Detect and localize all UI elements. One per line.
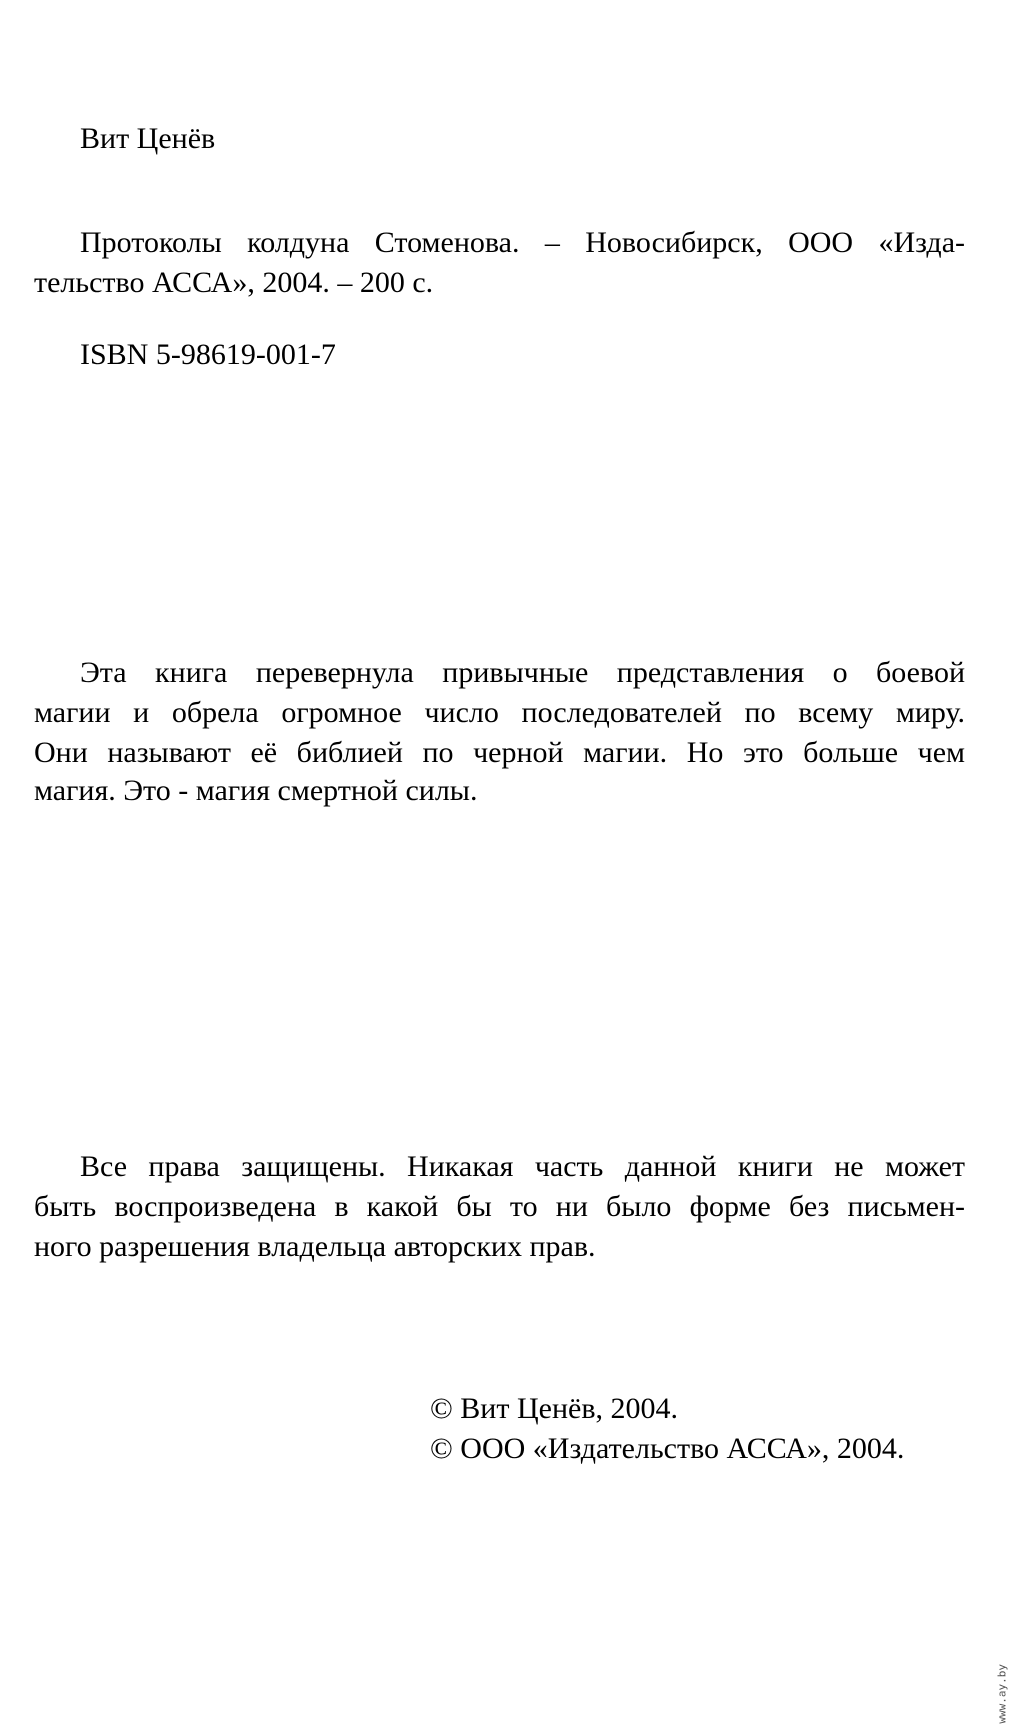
rights-line-3: ного разрешения владельца авторских прав. (34, 1230, 596, 1263)
annotation-line-4: магия. Это - магия смертной силы. (34, 774, 478, 807)
site-watermark: www.ay.by (996, 1664, 1009, 1724)
annotation-line-1: Эта книга перевернула привычные представления о боевой (80, 656, 965, 689)
annotation-line-3: Они называют её библией по черной магии. Но это больше чем (34, 736, 965, 769)
bibliographic-line-2: тельство АССА», 2004. – 200 с. (34, 266, 434, 299)
author-name: Вит Ценёв (80, 122, 216, 155)
rights-line-1: Все права защищены. Никакая часть данной книги не может (80, 1150, 965, 1183)
rights-line-2: быть воспроизведена в какой бы то ни было форме без письмен- (34, 1190, 965, 1223)
isbn: ISBN 5-98619-001-7 (80, 338, 336, 371)
annotation-line-2: магии и обрела огромное число последователей по всему миру. (34, 696, 965, 729)
copyright-author: © Вит Ценёв, 2004. (430, 1392, 678, 1425)
copyright-publisher: © ООО «Издательство АССА», 2004. (430, 1432, 905, 1465)
bibliographic-line-1: Протоколы колдуна Стоменова. – Новосибирск, ООО «Изда- (80, 226, 965, 259)
